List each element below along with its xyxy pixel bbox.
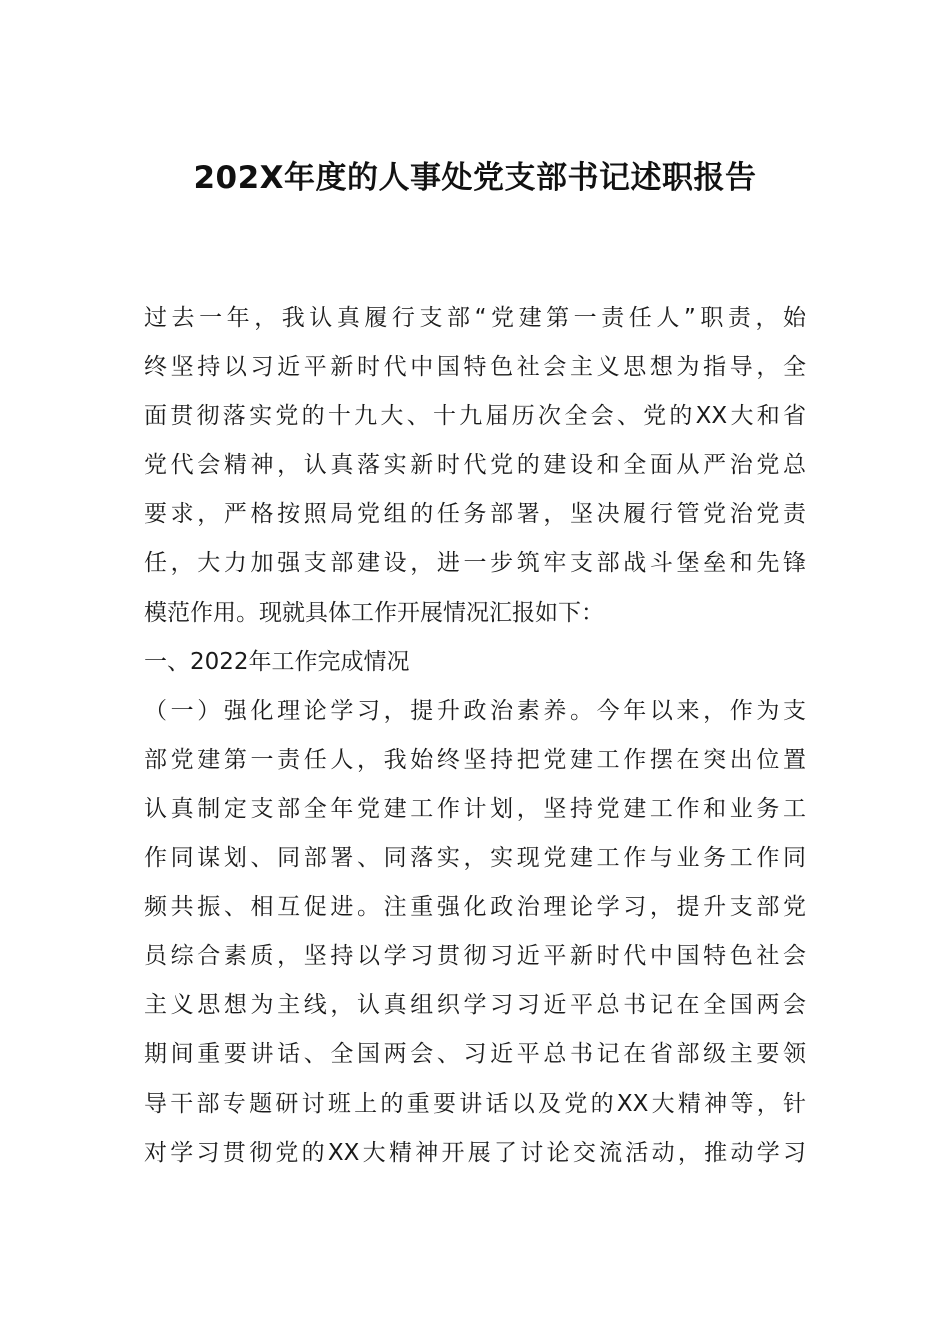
subsection-line: （一）强化理论学习，提升政治素养。今年以来，作为支 xyxy=(144,697,806,724)
intro-line: 模范作用。现就具体工作开展情况汇报如下： xyxy=(144,599,604,626)
intro-line: 面贯彻落实党的十九大、十九届历次全会、党的XX大和省 xyxy=(144,403,806,430)
subsection-line: 员综合素质，坚持以学习贯彻习近平新时代中国特色社会 xyxy=(144,943,806,970)
subsection-line: 主义思想为主线，认真组织学习习近平总书记在全国两会 xyxy=(144,992,806,1019)
subsection-line: 认真制定支部全年党建工作计划，坚持党建工作和业务工 xyxy=(144,795,806,822)
subsection-line: 导干部专题研讨班上的重要讲话以及党的XX大精神等，针 xyxy=(144,1090,806,1117)
subsection-line: 作同谋划、同部署、同落实，实现党建工作与业务工作同 xyxy=(144,845,806,872)
intro-line: 任，大力加强支部建设，进一步筑牢支部战斗堡垒和先锋 xyxy=(144,550,806,577)
intro-line: 终坚持以习近平新时代中国特色社会主义思想为指导，全 xyxy=(144,354,806,381)
intro-line: 过去一年，我认真履行支部“党建第一责任人”职责，始 xyxy=(144,305,806,331)
subsection-line: 频共振、相互促进。注重强化政治理论学习，提升支部党 xyxy=(144,894,806,921)
document-body xyxy=(144,294,806,1178)
subsection-line: 部党建第一责任人，我始终坚持把党建工作摆在突出位置 xyxy=(144,746,806,773)
intro-line: 要求，严格按照局党组的任务部署，坚决履行管党治党责 xyxy=(144,501,806,528)
document-title: 202X年度的人事处党支部书记述职报告 xyxy=(193,160,757,196)
intro-line: 党代会精神，认真落实新时代党的建设和全面从严治党总 xyxy=(144,452,806,479)
subsection-line: 期间重要讲话、全国两会、习近平总书记在省部级主要领 xyxy=(144,1041,806,1068)
section-heading: 一、2022年工作完成情况 xyxy=(144,648,410,675)
subsection-line: 对学习贯彻党的XX大精神开展了讨论交流活动，推动学习 xyxy=(144,1139,806,1166)
